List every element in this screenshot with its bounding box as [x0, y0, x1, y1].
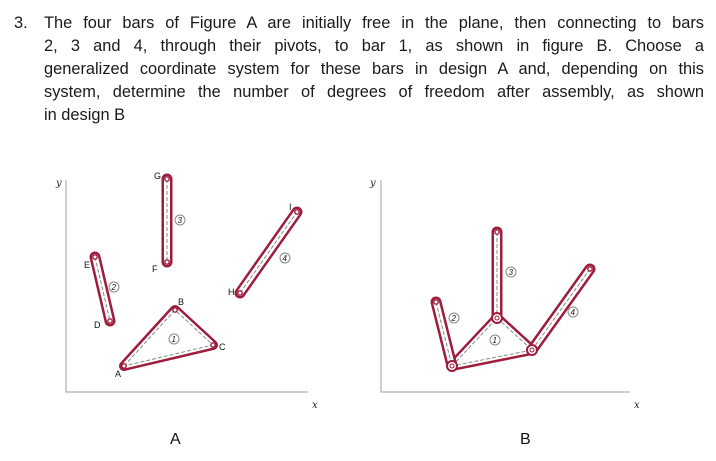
figure-a-y-label: y [56, 178, 62, 189]
figure-b [369, 178, 640, 448]
bar-1 [115, 297, 226, 379]
point-f-label: F [152, 264, 158, 274]
problem-line-1: The four bars of Figure A are initially free in the plane, then connecting to bars [44, 14, 704, 32]
point-h-label: H [228, 287, 235, 297]
figure-b-caption: B [520, 431, 531, 448]
figure-a [55, 171, 318, 448]
point-c-label: C [219, 342, 226, 352]
point-d-label: D [94, 320, 101, 330]
figure-a-x-label: x [312, 400, 318, 411]
assembled-bar-2-number: 2 [451, 314, 456, 323]
assembled-bar-3-number: 3 [508, 268, 513, 277]
problem-line-2: 2, 3 and 4, through their pivots, to bar 1, as shown in figure B. Choose a [44, 37, 704, 55]
assembled-bar-1 [452, 318, 532, 366]
point-b-label: B [178, 297, 185, 307]
problem-line-4: system, determine the number of degrees of freedom after assembly, as shown [44, 83, 704, 101]
bar-4 [228, 202, 299, 297]
assembled-bar-3 [495, 230, 516, 318]
assembled-bar-4 [532, 267, 592, 350]
bar-4-number: 4 [282, 254, 287, 263]
bar-3-number: 3 [177, 216, 182, 225]
point-a-label: A [115, 369, 122, 379]
point-g-label: G [154, 171, 162, 181]
bar-1-number: 1 [171, 335, 176, 344]
figure-b-y-label: y [370, 178, 376, 189]
bar-3 [152, 171, 185, 274]
point-e-label: E [84, 260, 91, 270]
assembled-bar-4-number: 4 [570, 308, 575, 317]
figure-b-x-label: x [634, 400, 640, 411]
figure-a-caption: A [170, 431, 181, 448]
bar-2 [84, 255, 119, 330]
point-i-label: I [289, 202, 292, 212]
problem-number: 3. [14, 14, 28, 32]
problem-line-5: in design B [44, 106, 126, 124]
assembled-bar-1-number: 1 [492, 336, 497, 345]
bar-2-number: 2 [111, 283, 116, 292]
problem-line-3: generalized coordinate system for these bars in design A and, depending on this [44, 60, 704, 78]
